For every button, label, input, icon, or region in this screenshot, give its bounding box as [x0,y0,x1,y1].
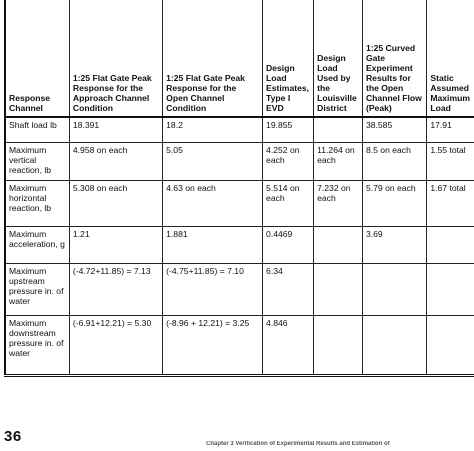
table-cell: 1.55 total [427,142,474,180]
header-design-load-louisville: Design Load Used by the Louisville District [314,0,363,117]
table-cell: Maximum vertical reaction, lb [5,142,69,180]
table-cell [362,263,426,315]
table-cell [314,117,363,142]
table-cell: 6.34 [263,263,314,315]
table-row [5,117,474,142]
table-cell: 4.958 on each [69,142,162,180]
table-cell: 11.264 on each [314,142,363,180]
table-cell: Shaft load lb [5,117,69,142]
table-cell: 4.252 on each [263,142,314,180]
table-cell: (-8.96 + 12.21) = 3.25 [163,315,263,375]
table-cell: Maximum acceleration, g [5,226,69,263]
header-approach-channel: 1:25 Flat Gate Peak Response for the Approach Channel Condition [69,0,162,117]
table-cell: Maximum downstream pressure in. of water [5,315,69,375]
header-response-channel: Response Channel [5,0,69,117]
results-table [4,0,474,377]
table-cell: 4.63 on each [163,180,263,226]
table-cell [427,263,474,315]
table-cell [314,315,363,375]
table-cell: 5.05 [163,142,263,180]
table-body [5,117,474,375]
table-row [5,226,474,263]
table-cell [427,315,474,375]
header-row [5,0,474,117]
table-cell: 38.585 [362,117,426,142]
table-cell: Maximum horizontal reaction, lb [5,180,69,226]
table-cell [314,263,363,315]
table-cell: Maximum upstream pressure in. of water [5,263,69,315]
table-cell [314,226,363,263]
table-cell: (-4.75+11.85) = 7.10 [163,263,263,315]
table-cell: 1.881 [163,226,263,263]
table-cell: 4.846 [263,315,314,375]
table-cell: (-4.72+11.85) = 7.13 [69,263,162,315]
table-cell: 0.4469 [263,226,314,263]
table-cell [362,315,426,375]
header-static-load: Static Assumed Maximum Load [427,0,474,117]
running-footer: Chapter 3 Verification of Experimental Results and Estimation of [206,441,390,447]
header-open-channel: 1:25 Flat Gate Peak Response for the Open Channel Condition [163,0,263,117]
table-cell: 18.2 [163,117,263,142]
table-cell: 7.232 on each [314,180,363,226]
header-design-load-estimates: Design Load Estimates, Type I EVD [263,0,314,117]
table-cell: 18.391 [69,117,162,142]
table-row [5,142,474,180]
table-cell: 19.855 [263,117,314,142]
table-cell: 5.79 on each [362,180,426,226]
table-cell [427,226,474,263]
page-number: 36 [4,428,22,445]
table-row [5,263,474,315]
table-cell: 1.67 total [427,180,474,226]
table-cell: (-6.91+12.21) = 5.30 [69,315,162,375]
table-row [5,315,474,375]
table-cell: 1.21 [69,226,162,263]
table-header [5,0,474,117]
header-curved-gate: 1:25 Curved Gate Experiment Results for the Open Channel Flow (Peak) [362,0,426,117]
table-row [5,180,474,226]
table-cell: 17.91 [427,117,474,142]
table-cell: 5.308 on each [69,180,162,226]
table-cell: 3.69 [362,226,426,263]
table-cell: 5.514 on each [263,180,314,226]
table-cell: 8.5 on each [362,142,426,180]
